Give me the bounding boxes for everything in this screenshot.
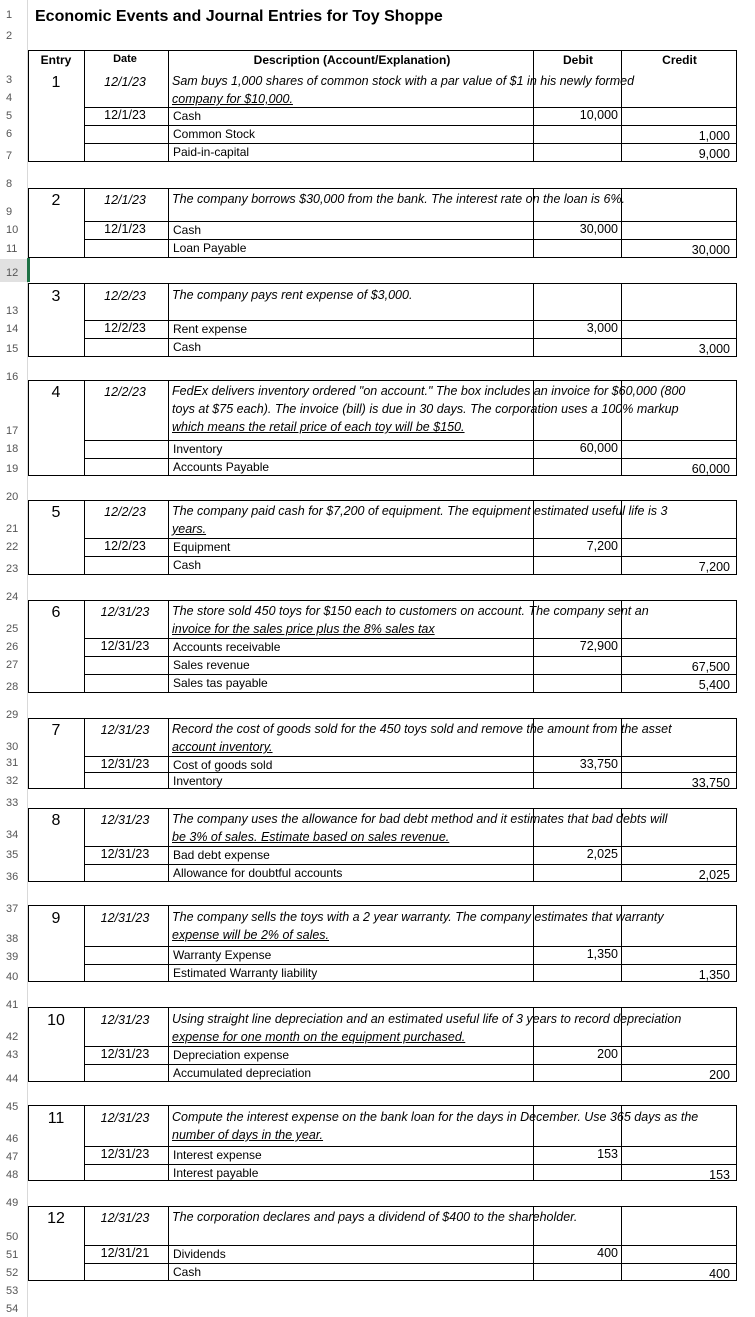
debit-amount[interactable]: 200	[597, 1047, 618, 1061]
row-number[interactable]: 43	[6, 1049, 19, 1061]
account-name[interactable]: Accounts Payable	[173, 460, 270, 474]
entry-number[interactable]: 5	[51, 504, 61, 521]
row-number[interactable]: 41	[6, 999, 19, 1011]
row-divider	[84, 656, 737, 657]
entry-description[interactable]: The company pays rent expense of $3,000.	[172, 288, 413, 302]
row-number[interactable]: 4	[6, 92, 13, 104]
debit-amount[interactable]: 2,025	[586, 847, 618, 861]
row-divider	[84, 638, 737, 639]
row-number[interactable]: 50	[6, 1231, 19, 1243]
entry-date[interactable]: 12/31/23	[100, 723, 150, 737]
column-divider	[168, 50, 169, 162]
account-name[interactable]: Estimated Warranty liability	[173, 966, 318, 980]
entry-description[interactable]: company for $10,000.	[172, 92, 293, 106]
entry-number[interactable]: 2	[51, 192, 61, 209]
column-divider	[84, 50, 85, 162]
entry-description[interactable]: The company borrows $30,000 from the bank. The interest rate on the loan is 6%.	[172, 192, 626, 206]
row-divider	[84, 458, 737, 459]
debit-amount[interactable]: 400	[597, 1246, 618, 1260]
row-number[interactable]: 46	[6, 1133, 19, 1145]
line-date[interactable]: 12/31/23	[100, 1147, 150, 1161]
credit-amount[interactable]: 1,000	[698, 129, 730, 143]
account-name[interactable]: Rent expense	[173, 322, 248, 336]
entry-number[interactable]: 4	[51, 384, 61, 401]
column-divider	[168, 1007, 169, 1082]
credit-amount[interactable]: 60,000	[691, 462, 730, 476]
credit-amount[interactable]: 7,200	[698, 560, 730, 574]
row-number[interactable]: 17	[6, 425, 19, 437]
row-number[interactable]: 16	[6, 371, 19, 383]
entry-description[interactable]: The company uses the allowance for bad debt method and it estimates that bad debts will	[172, 812, 668, 826]
entry-number[interactable]: 6	[51, 604, 61, 621]
row-divider	[84, 1263, 737, 1264]
header-credit[interactable]: Credit	[662, 53, 697, 67]
account-name[interactable]: Depreciation expense	[173, 1048, 290, 1062]
entry-description[interactable]: Using straight line depreciation and an estimated useful life of 3 years to record depreciation	[172, 1012, 682, 1026]
row-number[interactable]: 9	[6, 206, 13, 218]
debit-amount[interactable]: 60,000	[579, 441, 618, 455]
row-divider	[84, 772, 737, 773]
debit-amount[interactable]: 33,750	[579, 757, 618, 771]
entry-description[interactable]: Compute the interest expense on the bank loan for the days in December. Use 365 days as the	[172, 1110, 699, 1124]
row-divider	[84, 674, 737, 675]
column-divider	[168, 808, 169, 882]
account-name[interactable]: Cash	[173, 558, 202, 572]
row-divider	[84, 756, 737, 757]
row-divider	[84, 143, 737, 144]
row-number[interactable]: 42	[6, 1031, 19, 1043]
account-name[interactable]: Interest payable	[173, 1166, 259, 1180]
credit-amount[interactable]: 400	[709, 1267, 730, 1281]
account-name[interactable]: Allowance for doubtful accounts	[173, 866, 343, 880]
account-name[interactable]: Inventory	[173, 442, 223, 456]
entry-description[interactable]: expense for one month on the equipment purchased.	[172, 1030, 466, 1044]
entry-date[interactable]: 12/2/23	[104, 385, 146, 399]
row-number[interactable]: 25	[6, 623, 19, 635]
row-number[interactable]: 30	[6, 741, 19, 753]
line-date[interactable]: 12/31/23	[100, 639, 150, 653]
row-number[interactable]: 32	[6, 775, 19, 787]
entry-description[interactable]: which means the retail price of each toy will be $150.	[172, 420, 465, 434]
row-divider	[84, 1164, 737, 1165]
entry-date[interactable]: 12/31/23	[100, 1211, 150, 1225]
row-number[interactable]: 21	[6, 523, 19, 535]
account-name[interactable]: Warranty Expense	[173, 948, 272, 962]
account-name[interactable]: Accumulated depreciation	[173, 1066, 312, 1080]
row-number[interactable]: 37	[6, 903, 19, 915]
row-number[interactable]: 5	[6, 110, 13, 122]
account-name[interactable]: Bad debt expense	[173, 848, 270, 862]
sheet-title[interactable]: Economic Events and Journal Entries for Toy Shoppe	[35, 8, 443, 25]
row-divider	[84, 864, 737, 865]
row-number[interactable]: 45	[6, 1101, 19, 1113]
row-divider	[84, 846, 737, 847]
account-name[interactable]: Loan Payable	[173, 241, 247, 255]
entry-description[interactable]: account inventory.	[172, 740, 273, 754]
row-number[interactable]: 28	[6, 681, 19, 693]
row-number[interactable]: 48	[6, 1169, 19, 1181]
entry-number[interactable]: 12	[47, 1210, 65, 1227]
credit-amount[interactable]: 30,000	[691, 243, 730, 257]
row-number[interactable]: 52	[6, 1267, 19, 1279]
entry-date[interactable]: 12/2/23	[104, 505, 146, 519]
entry-number[interactable]: 10	[47, 1012, 65, 1029]
column-divider	[168, 905, 169, 982]
row-number[interactable]: 29	[6, 709, 19, 721]
credit-amount[interactable]: 2,025	[698, 868, 730, 882]
account-name[interactable]: Cost of goods sold	[173, 758, 273, 772]
debit-amount[interactable]: 72,900	[579, 639, 618, 653]
entry-description[interactable]: toys at $75 each). The invoice (bill) is due in 30 days. The corporation uses a 100% markup	[172, 402, 679, 416]
entry-number[interactable]: 8	[51, 812, 61, 829]
row-number[interactable]: 35	[6, 849, 19, 861]
row-number[interactable]: 22	[6, 541, 19, 553]
row-number[interactable]: 10	[6, 224, 19, 236]
entry-number[interactable]: 1	[51, 74, 61, 91]
header-description[interactable]: Description (Account/Explanation)	[253, 53, 451, 67]
credit-amount[interactable]: 200	[709, 1068, 730, 1082]
entry-description[interactable]: The company sells the toys with a 2 year warranty. The company estimates that warranty	[172, 910, 664, 924]
line-date[interactable]: 12/31/21	[100, 1246, 150, 1260]
row-number[interactable]: 49	[6, 1197, 19, 1209]
row-number[interactable]: 47	[6, 1151, 19, 1163]
row-number[interactable]: 1	[6, 9, 13, 21]
account-name[interactable]: Interest expense	[173, 1148, 262, 1162]
debit-amount[interactable]: 7,200	[586, 539, 618, 553]
line-date[interactable]: 12/2/23	[104, 321, 146, 335]
row-divider	[84, 125, 737, 126]
entry-description[interactable]: be 3% of sales. Estimate based on sales revenue.	[172, 830, 450, 844]
entry-description[interactable]: The corporation declares and pays a dividend of $400 to the shareholder.	[172, 1210, 578, 1224]
entry-number[interactable]: 7	[51, 722, 61, 739]
entry-date[interactable]: 12/31/23	[100, 911, 150, 925]
row-divider	[84, 964, 737, 965]
entry-description[interactable]: Sam buys 1,000 shares of common stock with a par value of $1 in his newly formed	[172, 74, 635, 88]
row-divider	[84, 1146, 737, 1147]
row-divider	[84, 946, 737, 947]
line-date[interactable]: 12/31/23	[100, 757, 150, 771]
row-number[interactable]: 38	[6, 933, 19, 945]
entry-description[interactable]: Record the cost of goods sold for the 450 toys sold and remove the amount from the asset	[172, 722, 672, 736]
entry-date[interactable]: 12/31/23	[100, 1013, 150, 1027]
account-name[interactable]: Cash	[173, 223, 202, 237]
header-debit[interactable]: Debit	[563, 53, 593, 67]
row-number[interactable]: 8	[6, 178, 13, 190]
row-number[interactable]: 40	[6, 971, 19, 983]
line-date[interactable]: 12/31/23	[100, 847, 150, 861]
line-date[interactable]: 12/2/23	[104, 539, 146, 553]
account-name[interactable]: Inventory	[173, 774, 223, 788]
debit-amount[interactable]: 3,000	[586, 321, 618, 335]
header-date[interactable]: Date	[113, 53, 137, 65]
credit-amount[interactable]: 5,400	[698, 678, 730, 692]
entry-date[interactable]: 12/31/23	[100, 605, 150, 619]
row-number[interactable]: 36	[6, 871, 19, 883]
line-date[interactable]: 12/1/23	[104, 108, 146, 122]
row-divider	[84, 239, 737, 240]
credit-amount[interactable]: 67,500	[691, 660, 730, 674]
debit-amount[interactable]: 1,350	[586, 947, 618, 961]
account-name[interactable]: Cash	[173, 109, 202, 123]
credit-amount[interactable]: 153	[709, 1168, 730, 1182]
account-name[interactable]: Dividends	[173, 1247, 226, 1261]
entry-date[interactable]: 12/31/23	[100, 1111, 150, 1125]
row-number[interactable]: 26	[6, 641, 19, 653]
row-number[interactable]: 14	[6, 323, 19, 335]
row-number[interactable]: 20	[6, 491, 19, 503]
entry-date[interactable]: 12/1/23	[104, 193, 146, 207]
entry-number[interactable]: 9	[51, 910, 61, 927]
active-cell-indicator	[27, 258, 30, 282]
entry-description[interactable]: FedEx delivers inventory ordered "on account." The box includes an invoice for $60,000 (800	[172, 384, 686, 398]
row-number[interactable]: 34	[6, 829, 19, 841]
line-date[interactable]: 12/1/23	[104, 222, 146, 236]
entry-description[interactable]: years.	[172, 522, 207, 536]
debit-amount[interactable]: 30,000	[579, 222, 618, 236]
row-divider	[84, 221, 737, 222]
row-number[interactable]: 2	[6, 30, 13, 42]
account-name[interactable]: Paid-in-capital	[173, 145, 250, 159]
row-number[interactable]: 11	[6, 243, 18, 255]
entry-number[interactable]: 3	[51, 288, 61, 305]
row-divider	[84, 440, 737, 441]
account-name[interactable]: Cash	[173, 340, 202, 354]
debit-amount[interactable]: 10,000	[579, 108, 618, 122]
row-number[interactable]: 53	[6, 1285, 19, 1297]
entry-date[interactable]: 12/31/23	[100, 813, 150, 827]
credit-amount[interactable]: 3,000	[698, 342, 730, 356]
account-name[interactable]: Cash	[173, 1265, 202, 1279]
column-divider	[168, 1206, 169, 1281]
account-name[interactable]: Sales revenue	[173, 658, 250, 672]
credit-amount[interactable]: 1,350	[698, 968, 730, 982]
entry-description[interactable]: expense will be 2% of sales.	[172, 928, 330, 942]
entry-date[interactable]: 12/1/23	[104, 75, 146, 89]
column-divider	[168, 600, 169, 693]
column-divider	[168, 718, 169, 789]
column-divider	[168, 380, 169, 476]
entry-number[interactable]: 11	[47, 1110, 65, 1127]
row-divider	[84, 338, 737, 339]
debit-amount[interactable]: 153	[597, 1147, 618, 1161]
row-number[interactable]: 23	[6, 563, 19, 575]
account-name[interactable]: Sales tas payable	[173, 676, 268, 690]
row-number[interactable]: 12	[6, 267, 19, 279]
row-number[interactable]: 13	[6, 305, 19, 317]
credit-amount[interactable]: 33,750	[691, 776, 730, 790]
row-divider	[84, 320, 737, 321]
entry-description[interactable]: The company paid cash for $7,200 of equipment. The equipment estimated useful life is 3	[172, 504, 668, 518]
entry-description[interactable]: number of days in the year.	[172, 1128, 324, 1142]
column-divider	[168, 188, 169, 258]
entry-description[interactable]: invoice for the sales price plus the 8% sales tax	[172, 622, 435, 636]
row-divider	[84, 538, 737, 539]
header-entry[interactable]: Entry	[40, 53, 72, 67]
row-number[interactable]: 27	[6, 659, 19, 671]
account-name[interactable]: Equipment	[173, 540, 231, 554]
row-number[interactable]: 39	[6, 951, 19, 963]
row-number[interactable]: 7	[6, 150, 13, 162]
row-number[interactable]: 44	[6, 1073, 19, 1085]
entry-date[interactable]: 12/2/23	[104, 289, 146, 303]
row-number[interactable]: 31	[6, 757, 19, 769]
row-divider	[84, 1046, 737, 1047]
row-divider	[84, 556, 737, 557]
row-number[interactable]: 33	[6, 797, 19, 809]
row-divider	[84, 1245, 737, 1246]
account-name[interactable]: Common Stock	[173, 127, 256, 141]
row-divider	[84, 1064, 737, 1065]
credit-amount[interactable]: 9,000	[698, 147, 730, 161]
row-number[interactable]: 18	[6, 443, 19, 455]
column-divider	[168, 1105, 169, 1181]
row-number[interactable]: 19	[6, 463, 19, 475]
row-number[interactable]: 3	[6, 74, 13, 86]
row-number[interactable]: 54	[6, 1303, 19, 1315]
entry-description[interactable]: The store sold 450 toys for $150 each to customers on account. The company sent an	[172, 604, 649, 618]
line-date[interactable]: 12/31/23	[100, 1047, 150, 1061]
row-number[interactable]: 6	[6, 128, 13, 140]
account-name[interactable]: Accounts receivable	[173, 640, 281, 654]
row-number[interactable]: 51	[6, 1249, 19, 1261]
row-number[interactable]: 15	[6, 343, 19, 355]
row-number[interactable]: 24	[6, 591, 19, 603]
